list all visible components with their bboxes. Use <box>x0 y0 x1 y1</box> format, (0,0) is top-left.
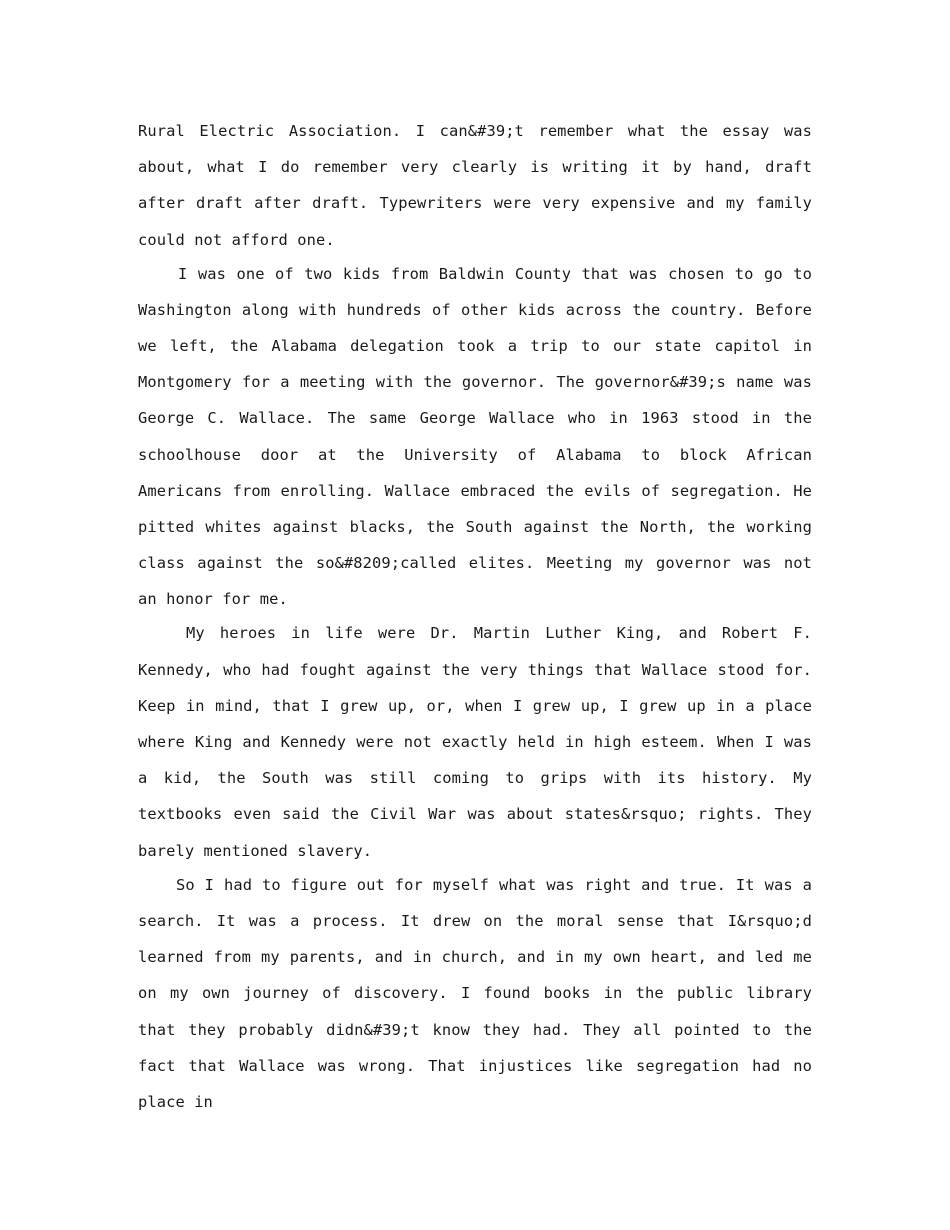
paragraph-2: I was one of two kids from Baldwin County that was chosen to go to Washington along with hundreds of other kids across the country. Before we left, the Alabama delegation took a trip to our state capitol in Montgomery for a meeting with the governor. The governor&#39;s name was George C. Wallace. The same George Wallace who in 1963 stood in the schoolhouse door at the University of Alabama to block African Americans from enrolling. Wallace embraced the evils of segregation. He pitted whites against blacks, the South against the North, the working class against the so&#8209;called elites. Meeting my governor was not an honor for me. <box>138 264 812 609</box>
body-text <box>138 113 812 1120</box>
paragraph-1: Rural Electric Association. I can&#39;t remember what the essay was about, what I do remember very clearly is writing it by hand, draft after draft after draft. Typewriters were very expensive and my family could not afford one. <box>138 122 812 249</box>
paragraph-3: My heroes in life were Dr. Martin Luther King, and Robert F. Kennedy, who had fought against the very things that Wallace stood for. Keep in mind, that I grew up, or, when I grew up, I grew up in a place where King and Kennedy were not exactly held in high esteem. When I was a kid, the South was still coming to grips with its history. My textbooks even said the Civil War was about states&rsquo; rights. They barely mentioned slavery. <box>138 624 812 860</box>
paragraph-4: So I had to figure out for myself what was right and true. It was a search. It was a process. It drew on the moral sense that I&rsquo;d learned from my parents, and in church, and in my own heart, and led me on my own journey of discovery. I found books in the public library that they probably didn&#39;t know they had. They all pointed to the fact that Wallace was wrong. That injustices like segregation had no place in <box>138 875 812 1111</box>
